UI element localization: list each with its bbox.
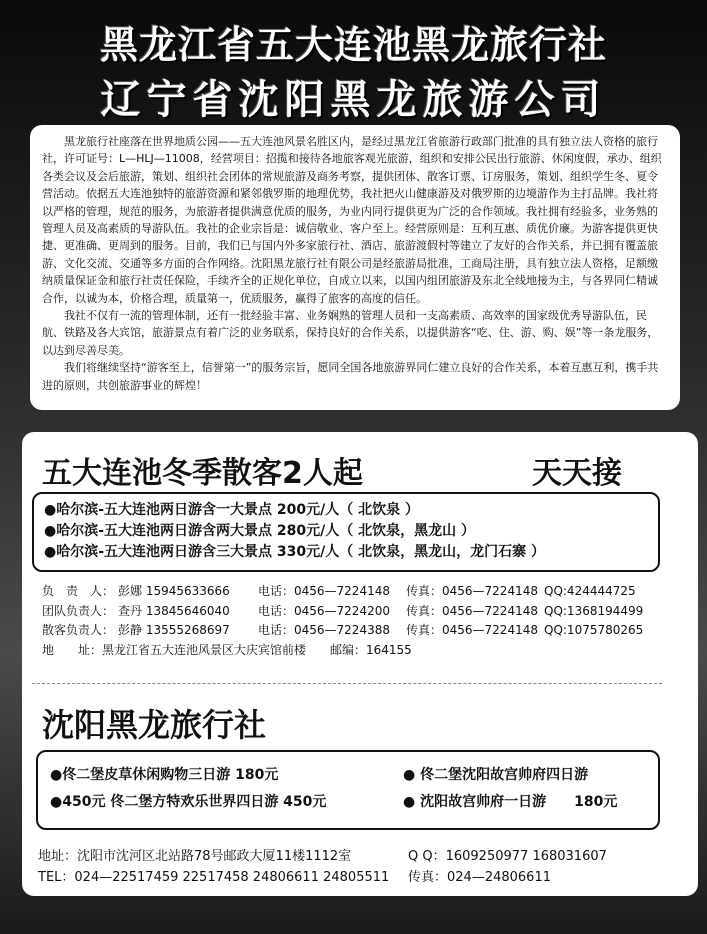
intro-paragraph: 我社不仅有一流的管理体制，还有一批经验丰富、业务娴熟的管理人员和一支高素质、高效率的国家级优秀导游队伍，民航、铁路及各大宾馆，旅游景点有着广泛的业务联系，保持良好的合作关系，以提供游客“吃、住、游、购、娱”等一条龙服务，以达到尽善尽美。 — [42, 309, 659, 357]
contact-qq: QQ:424444725 — [544, 584, 636, 598]
tour-item: ● 佟二堡沈阳故宫帅府四日游 — [403, 767, 589, 783]
intro-paragraph: 我们将继续坚持“游客至上，信誉第一”的服务宗旨，愿同全国各地旅游界同仁建立良好的合作关系，本着互惠互利，携手共进的原则，共创旅游事业的辉煌！ — [42, 361, 659, 392]
route-item: ●哈尔滨-五大连池两日游含一大景点 200元/人（ 北饮泉 ） — [44, 502, 419, 518]
contact-name: 彭娜 15945633666 — [118, 584, 230, 598]
contact-row — [42, 602, 643, 622]
tour-row — [50, 789, 646, 816]
tour-item: ●佟二堡皮草休闲购物三日游 180元 — [50, 767, 279, 783]
winter-routes-box — [32, 492, 660, 572]
contact-tel: 电话：0456—7224388 — [258, 623, 390, 637]
contact-row — [42, 621, 643, 641]
winter-contacts — [42, 582, 643, 660]
header-title-heilongjiang: 黑龙江省五大连池黑龙旅行社 — [99, 23, 607, 67]
shenyang-tours-box — [36, 750, 660, 830]
contact-role: 负 责 人： — [42, 584, 115, 598]
footer-row — [38, 867, 607, 888]
winter-address: 地 址：黑龙江省五大连池风景区大庆宾馆前楼 邮编：164155 — [42, 642, 412, 657]
intro-box — [30, 125, 680, 410]
contact-fax: 传真：0456—7224148 — [406, 584, 538, 598]
route-item: ●哈尔滨-五大连池两日游含两大景点 280元/人（ 北饮泉，黑龙山 ） — [44, 523, 475, 539]
tour-row — [50, 762, 646, 789]
section-divider — [32, 683, 662, 684]
footer-row — [38, 846, 607, 867]
contact-tel: 电话：0456—7224148 — [258, 584, 390, 598]
contact-qq: QQ:1368194499 — [544, 603, 644, 618]
shenyang-address: 地址：沈阳市沈河区北站路78号邮政大厦11楼1112室 — [38, 849, 352, 864]
contact-tel: 电话：0456—7224200 — [258, 603, 390, 618]
contact-name: 彭静 13555268697 — [118, 623, 230, 637]
shenyang-contact — [38, 846, 607, 888]
tour-item: ● 沈阳故宫帅府一日游 180元 — [403, 794, 618, 810]
shenyang-title: 沈阳黑龙旅行社 — [42, 706, 267, 744]
contact-fax: 传真：0456—7224148 — [406, 623, 538, 637]
shenyang-tel: TEL：024—22517459 22517458 24806611 24805511 — [38, 870, 390, 885]
contact-role: 团队负责人： — [42, 603, 115, 618]
contact-qq: QQ:1075780265 — [544, 623, 644, 637]
winter-title: 五大连池冬季散客2人起 — [42, 456, 363, 491]
contact-fax: 传真：0456—7224148 — [406, 603, 538, 618]
contact-row — [42, 582, 643, 602]
shenyang-qq: Q Q：1609250977 168031607 — [408, 849, 607, 864]
offers-panel — [22, 432, 698, 896]
contact-role: 散客负责人： — [42, 623, 115, 637]
shenyang-fax: 传真：024—24806611 — [408, 870, 551, 885]
intro-paragraph: 黑龙旅行社座落在世界地质公园——五大连池风景名胜区内，是经过黑龙江省旅游行政部门批准的具有独立法人资格的旅行社，许可证号：L—HLJ—11008，经营项目：招揽和接待各地旅客观光旅游，组织和安排公民出行旅游、休闲度假，承办、组织各类会议及会后旅游，策划、组织社会团体的常规旅游及商务考察，提供团体、散客订票、订房服务，策划、组织学生冬、夏令营活动。依据五大连池独特的旅游资源和紧邻俄罗斯的地理优势，我社把火山健康游及对俄罗斯的边境游作为主打品牌。我社将以严格的管理，规范的服务，为旅游者提供满意优质的服务，为业内同行提供更为广泛的合作领域。我社拥有经验多，业务熟的管理人员及高素质的导游队伍。我社的企业宗旨是：诚信敬业、客户至上。经营原则是：互利互惠、质优价廉。为游客提供更快捷、更准确、更周到的服务。目前，我们已与国内外多家旅行社、酒店、旅游渡假村等建立了友好的合作关系，并已拥有覆盖旅游、文化交流、交通等多方面的合作网络。沈阳黑龙旅行社有限公司是经旅游局批准，工商局注册，具有独立法人资格，足额缴纳质量保证金和旅行社责任保险，手续齐全的正规化单位，自成立以来，以国内组团旅游及东北全线地接为主，与各界同仁精诚合作，以诚为本，价格合理，质量第一，优质服务，赢得了旅客的高度的信任。 — [42, 135, 662, 305]
contact-name: 查丹 13845646040 — [118, 603, 230, 618]
route-item: ●哈尔滨-五大连池两日游含三大景点 330元/人（ 北饮泉，黑龙山，龙门石寨 ） — [44, 544, 545, 560]
tour-item: ●450元 佟二堡方特欢乐世界四日游 450元 — [50, 794, 327, 810]
header-title-shenyang: 辽宁省沈阳黑龙旅游公司 — [100, 77, 607, 123]
winter-daily-tag: 天天接 — [532, 456, 622, 491]
